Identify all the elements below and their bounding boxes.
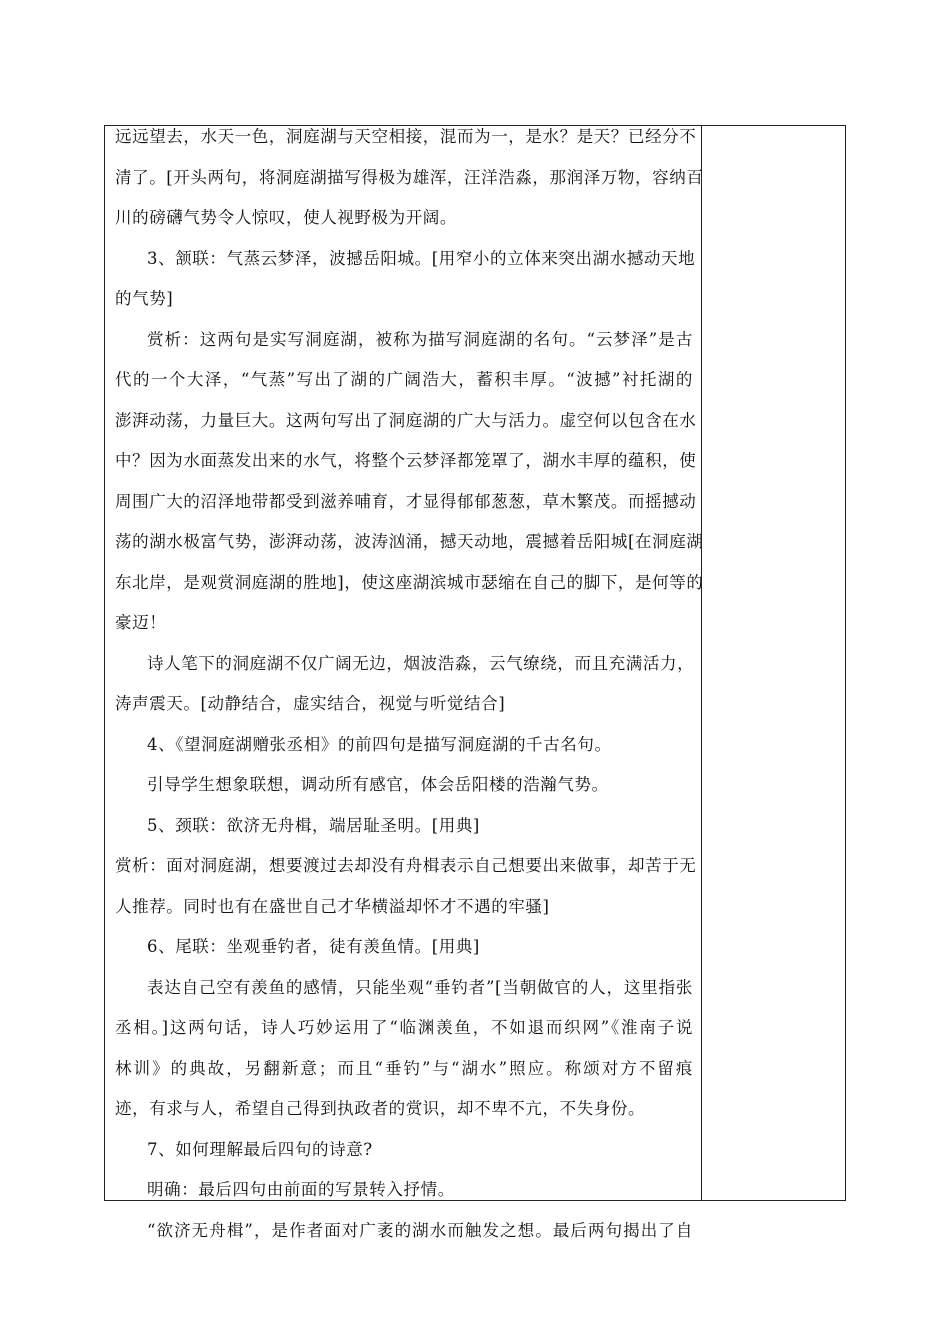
text-line: 7、如何理解最后四句的诗意?: [147, 1139, 373, 1159]
text-line: 5、颈联：欲济无舟楫，端居耻圣明。[用典]: [147, 815, 480, 835]
text-line: 6、尾联：坐观垂钓者，徒有羡鱼情。[用典]: [147, 937, 480, 956]
text-line: 赏析：面对洞庭湖，想要渡过去却没有舟楫表示自己想要出来做事，却苦于无: [115, 856, 697, 875]
text-line: 的气势]: [115, 289, 174, 308]
text-line: 荡的湖水极富气势，澎湃动荡，波涛汹涌，撼天动地，震撼着岳阳城[在洞庭湖: [115, 532, 704, 551]
text-line: 东北岸，是观赏洞庭湖的胜地]，使这座湖滨城市瑟缩在自己的脚下，是何等的: [115, 572, 704, 592]
text-line: 林训》的典故，另翻新意；而且“垂钓”与“湖水”照应。称颂对方不留痕: [115, 1058, 693, 1078]
text-line: 诗人笔下的洞庭湖不仅广阔无边，烟波浩淼，云气缭绕，而且充满活力，: [147, 653, 695, 673]
notes-cell: [703, 126, 845, 1200]
text-line: 人推荐。同时也有在盛世自己才华横溢却怀才不遇的牢骚]: [115, 896, 550, 916]
text-line: “欲济无舟楫”，是作者面对广袤的湖水而触发之想。最后两句揭出了自: [147, 1220, 693, 1240]
document-table: [104, 125, 846, 1240]
text-line: 远远望去，水天一色，洞庭湖与天空相接，混而为一，是水？是天？已经分不: [115, 127, 697, 146]
text-line: 赏析：这两句是实写洞庭湖，被称为描写洞庭湖的名句。“云梦泽”是古: [147, 329, 693, 349]
lesson-content-cell: [105, 126, 704, 1240]
text-line: 4、《望洞庭湖赠张丞相》的前四句是描写洞庭湖的千古名句。: [147, 734, 612, 754]
text-line: 豪迈！: [115, 613, 167, 632]
text-line: 澎湃动荡，力量巨大。这两句写出了洞庭湖的广大与活力。虚空何以包含在水: [115, 410, 697, 430]
text-line: 丞相。]这两句话，诗人巧妙运用了“临渊羡鱼，不如退而织网”《淮南子说: [115, 1018, 693, 1037]
text-line: 3、颔联：气蒸云梦泽，波撼岳阳城。[用窄小的立体来突出湖水撼动天地: [147, 248, 696, 268]
text-line: 明确：最后四句由前面的写景转入抒情。: [147, 1180, 455, 1199]
column-divider: [701, 126, 702, 1200]
text-line: 川的磅礴气势令人惊叹，使人视野极为开阔。: [115, 208, 457, 227]
text-line: 中？因为水面蒸发出来的水气，将整个云梦泽都笼罩了，湖水丰厚的蕴积，使: [115, 451, 697, 470]
text-line: 表达自己空有羡鱼的感情，只能坐观“垂钓者”[当朝做官的人，这里指张: [147, 977, 693, 997]
text-line: 引导学生想象联想，调动所有感官，体会岳阳楼的浩瀚气势。: [147, 775, 609, 794]
text-line: 迹，有求与人，希望自己得到执政者的赏识，却不卑不亢，不失身份。: [115, 1099, 646, 1118]
text-line: 清了。[开头两句，将洞庭湖描写得极为雄浑，汪洋浩淼，那润泽万物，容纳百: [115, 167, 704, 187]
text-line: 代的一个大泽，“气蒸”写出了湖的广阔浩大，蓄积丰厚。“波撼”衬托湖的: [115, 370, 693, 389]
text-line: 周围广大的沼泽地带都受到滋养哺育，才显得郁郁葱葱，草木繁茂。而摇撼动: [115, 491, 697, 511]
text-line: 涛声震天。[动静结合，虚实结合，视觉与听觉结合]: [115, 694, 506, 713]
